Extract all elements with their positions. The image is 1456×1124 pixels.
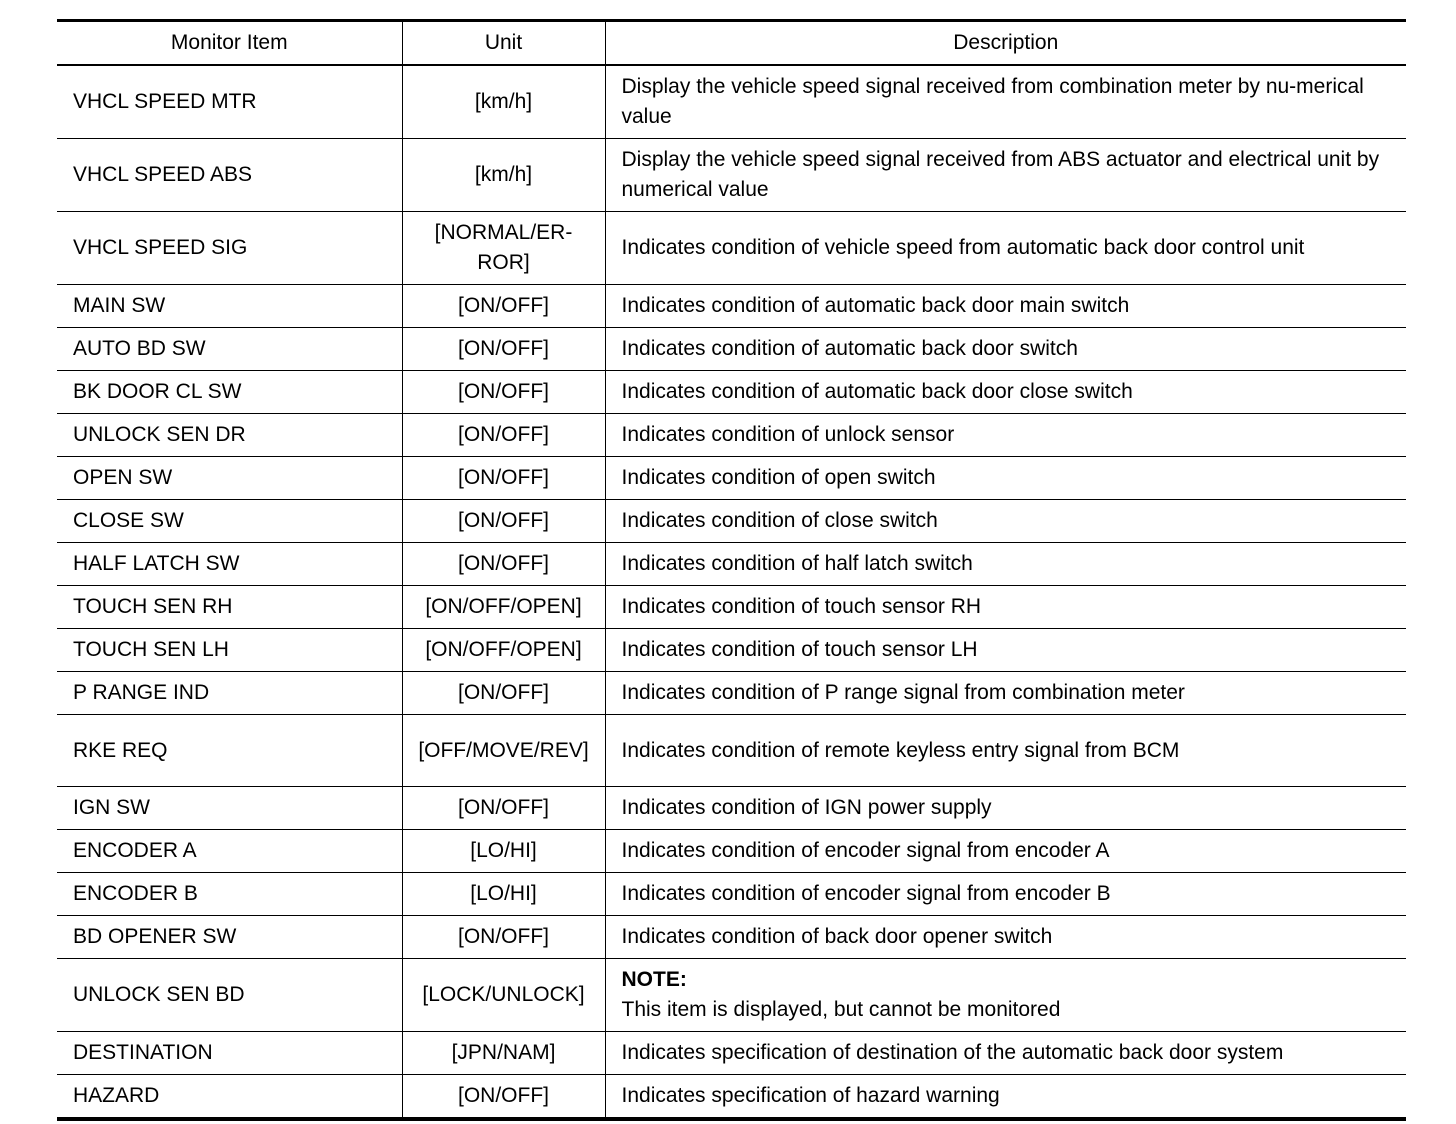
monitor-item-cell: OPEN SW <box>57 457 402 500</box>
unit-cell: [LO/HI] <box>402 830 605 873</box>
table-row <box>57 139 1406 212</box>
unit-cell: [km/h] <box>402 65 605 139</box>
unit-cell: [NORMAL/ER-ROR] <box>402 212 605 285</box>
unit-cell: [ON/OFF/OPEN] <box>402 629 605 672</box>
table-row <box>57 629 1406 672</box>
unit-cell: [ON/OFF] <box>402 543 605 586</box>
monitor-item-cell: UNLOCK SEN DR <box>57 414 402 457</box>
note-text: This item is displayed, but cannot be monitored <box>621 998 1061 1021</box>
table-row <box>57 873 1406 916</box>
description-cell: Indicates condition of IGN power supply <box>605 787 1406 830</box>
description-cell: Indicates condition of vehicle speed from automatic back door control unit <box>605 212 1406 285</box>
table-row <box>57 543 1406 586</box>
table-row <box>57 715 1406 787</box>
table-row <box>57 586 1406 629</box>
monitor-item-table <box>57 19 1406 1121</box>
table-row <box>57 787 1406 830</box>
description-cell: Display the vehicle speed signal received from combination meter by nu-merical value <box>605 65 1406 139</box>
table-row <box>57 371 1406 414</box>
unit-cell: [ON/OFF] <box>402 500 605 543</box>
table-row <box>57 285 1406 328</box>
description-cell: Indicates condition of unlock sensor <box>605 414 1406 457</box>
table-row <box>57 328 1406 371</box>
description-cell: Display the vehicle speed signal received from ABS actuator and electrical unit by numerical value <box>605 139 1406 212</box>
unit-cell: [ON/OFF] <box>402 457 605 500</box>
header-monitor-item: Monitor Item <box>57 21 402 66</box>
unit-cell: [ON/OFF] <box>402 787 605 830</box>
monitor-item-cell: VHCL SPEED SIG <box>57 212 402 285</box>
monitor-item-cell: TOUCH SEN LH <box>57 629 402 672</box>
monitor-item-cell: UNLOCK SEN BD <box>57 959 402 1032</box>
description-cell: Indicates condition of back door opener switch <box>605 916 1406 959</box>
monitor-item-cell: MAIN SW <box>57 285 402 328</box>
description-cell: Indicates condition of automatic back door close switch <box>605 371 1406 414</box>
unit-cell: [LO/HI] <box>402 873 605 916</box>
table-header-row <box>57 21 1406 66</box>
description-cell: Indicates condition of automatic back door main switch <box>605 285 1406 328</box>
monitor-item-cell: VHCL SPEED ABS <box>57 139 402 212</box>
table-row <box>57 212 1406 285</box>
description-cell: Indicates condition of P range signal from combination meter <box>605 672 1406 715</box>
monitor-item-cell: DESTINATION <box>57 1032 402 1075</box>
header-description: Description <box>605 21 1406 66</box>
unit-cell: [LOCK/UNLOCK] <box>402 959 605 1032</box>
unit-cell: [OFF/MOVE/REV] <box>402 715 605 787</box>
description-cell: Indicates condition of close switch <box>605 500 1406 543</box>
description-cell: Indicates condition of half latch switch <box>605 543 1406 586</box>
monitor-item-cell: VHCL SPEED MTR <box>57 65 402 139</box>
monitor-item-cell: BD OPENER SW <box>57 916 402 959</box>
unit-cell: [ON/OFF] <box>402 672 605 715</box>
monitor-item-cell: AUTO BD SW <box>57 328 402 371</box>
table-row <box>57 65 1406 139</box>
description-cell: Indicates condition of encoder signal from encoder A <box>605 830 1406 873</box>
description-cell: Indicates specification of destination of the automatic back door system <box>605 1032 1406 1075</box>
unit-cell: [ON/OFF] <box>402 285 605 328</box>
monitor-item-cell: ENCODER B <box>57 873 402 916</box>
table-row <box>57 500 1406 543</box>
description-cell: Indicates condition of open switch <box>605 457 1406 500</box>
monitor-item-cell: IGN SW <box>57 787 402 830</box>
description-cell: Indicates condition of automatic back door switch <box>605 328 1406 371</box>
table-row <box>57 672 1406 715</box>
monitor-item-cell: HAZARD <box>57 1075 402 1120</box>
table-row <box>57 1075 1406 1120</box>
monitor-item-cell: BK DOOR CL SW <box>57 371 402 414</box>
monitor-item-cell: ENCODER A <box>57 830 402 873</box>
monitor-item-cell: P RANGE IND <box>57 672 402 715</box>
table-row <box>57 457 1406 500</box>
monitor-item-cell: RKE REQ <box>57 715 402 787</box>
unit-cell: [km/h] <box>402 139 605 212</box>
description-cell: Indicates specification of hazard warning <box>605 1075 1406 1120</box>
unit-cell: [ON/OFF] <box>402 328 605 371</box>
table-row <box>57 1032 1406 1075</box>
table-row <box>57 959 1406 1032</box>
unit-cell: [ON/OFF] <box>402 414 605 457</box>
description-cell: Indicates condition of encoder signal from encoder B <box>605 873 1406 916</box>
header-unit: Unit <box>402 21 605 66</box>
monitor-item-cell: TOUCH SEN RH <box>57 586 402 629</box>
unit-cell: [ON/OFF] <box>402 1075 605 1120</box>
unit-cell: [ON/OFF] <box>402 916 605 959</box>
description-cell <box>605 959 1406 1032</box>
unit-cell: [ON/OFF/OPEN] <box>402 586 605 629</box>
note-label: NOTE: <box>621 968 687 991</box>
monitor-item-cell: HALF LATCH SW <box>57 543 402 586</box>
monitor-item-cell: CLOSE SW <box>57 500 402 543</box>
table-row <box>57 414 1406 457</box>
description-cell: Indicates condition of touch sensor RH <box>605 586 1406 629</box>
description-cell: Indicates condition of touch sensor LH <box>605 629 1406 672</box>
table-row <box>57 830 1406 873</box>
unit-cell: [ON/OFF] <box>402 371 605 414</box>
description-cell: Indicates condition of remote keyless entry signal from BCM <box>605 715 1406 787</box>
table-row <box>57 916 1406 959</box>
unit-cell: [JPN/NAM] <box>402 1032 605 1075</box>
